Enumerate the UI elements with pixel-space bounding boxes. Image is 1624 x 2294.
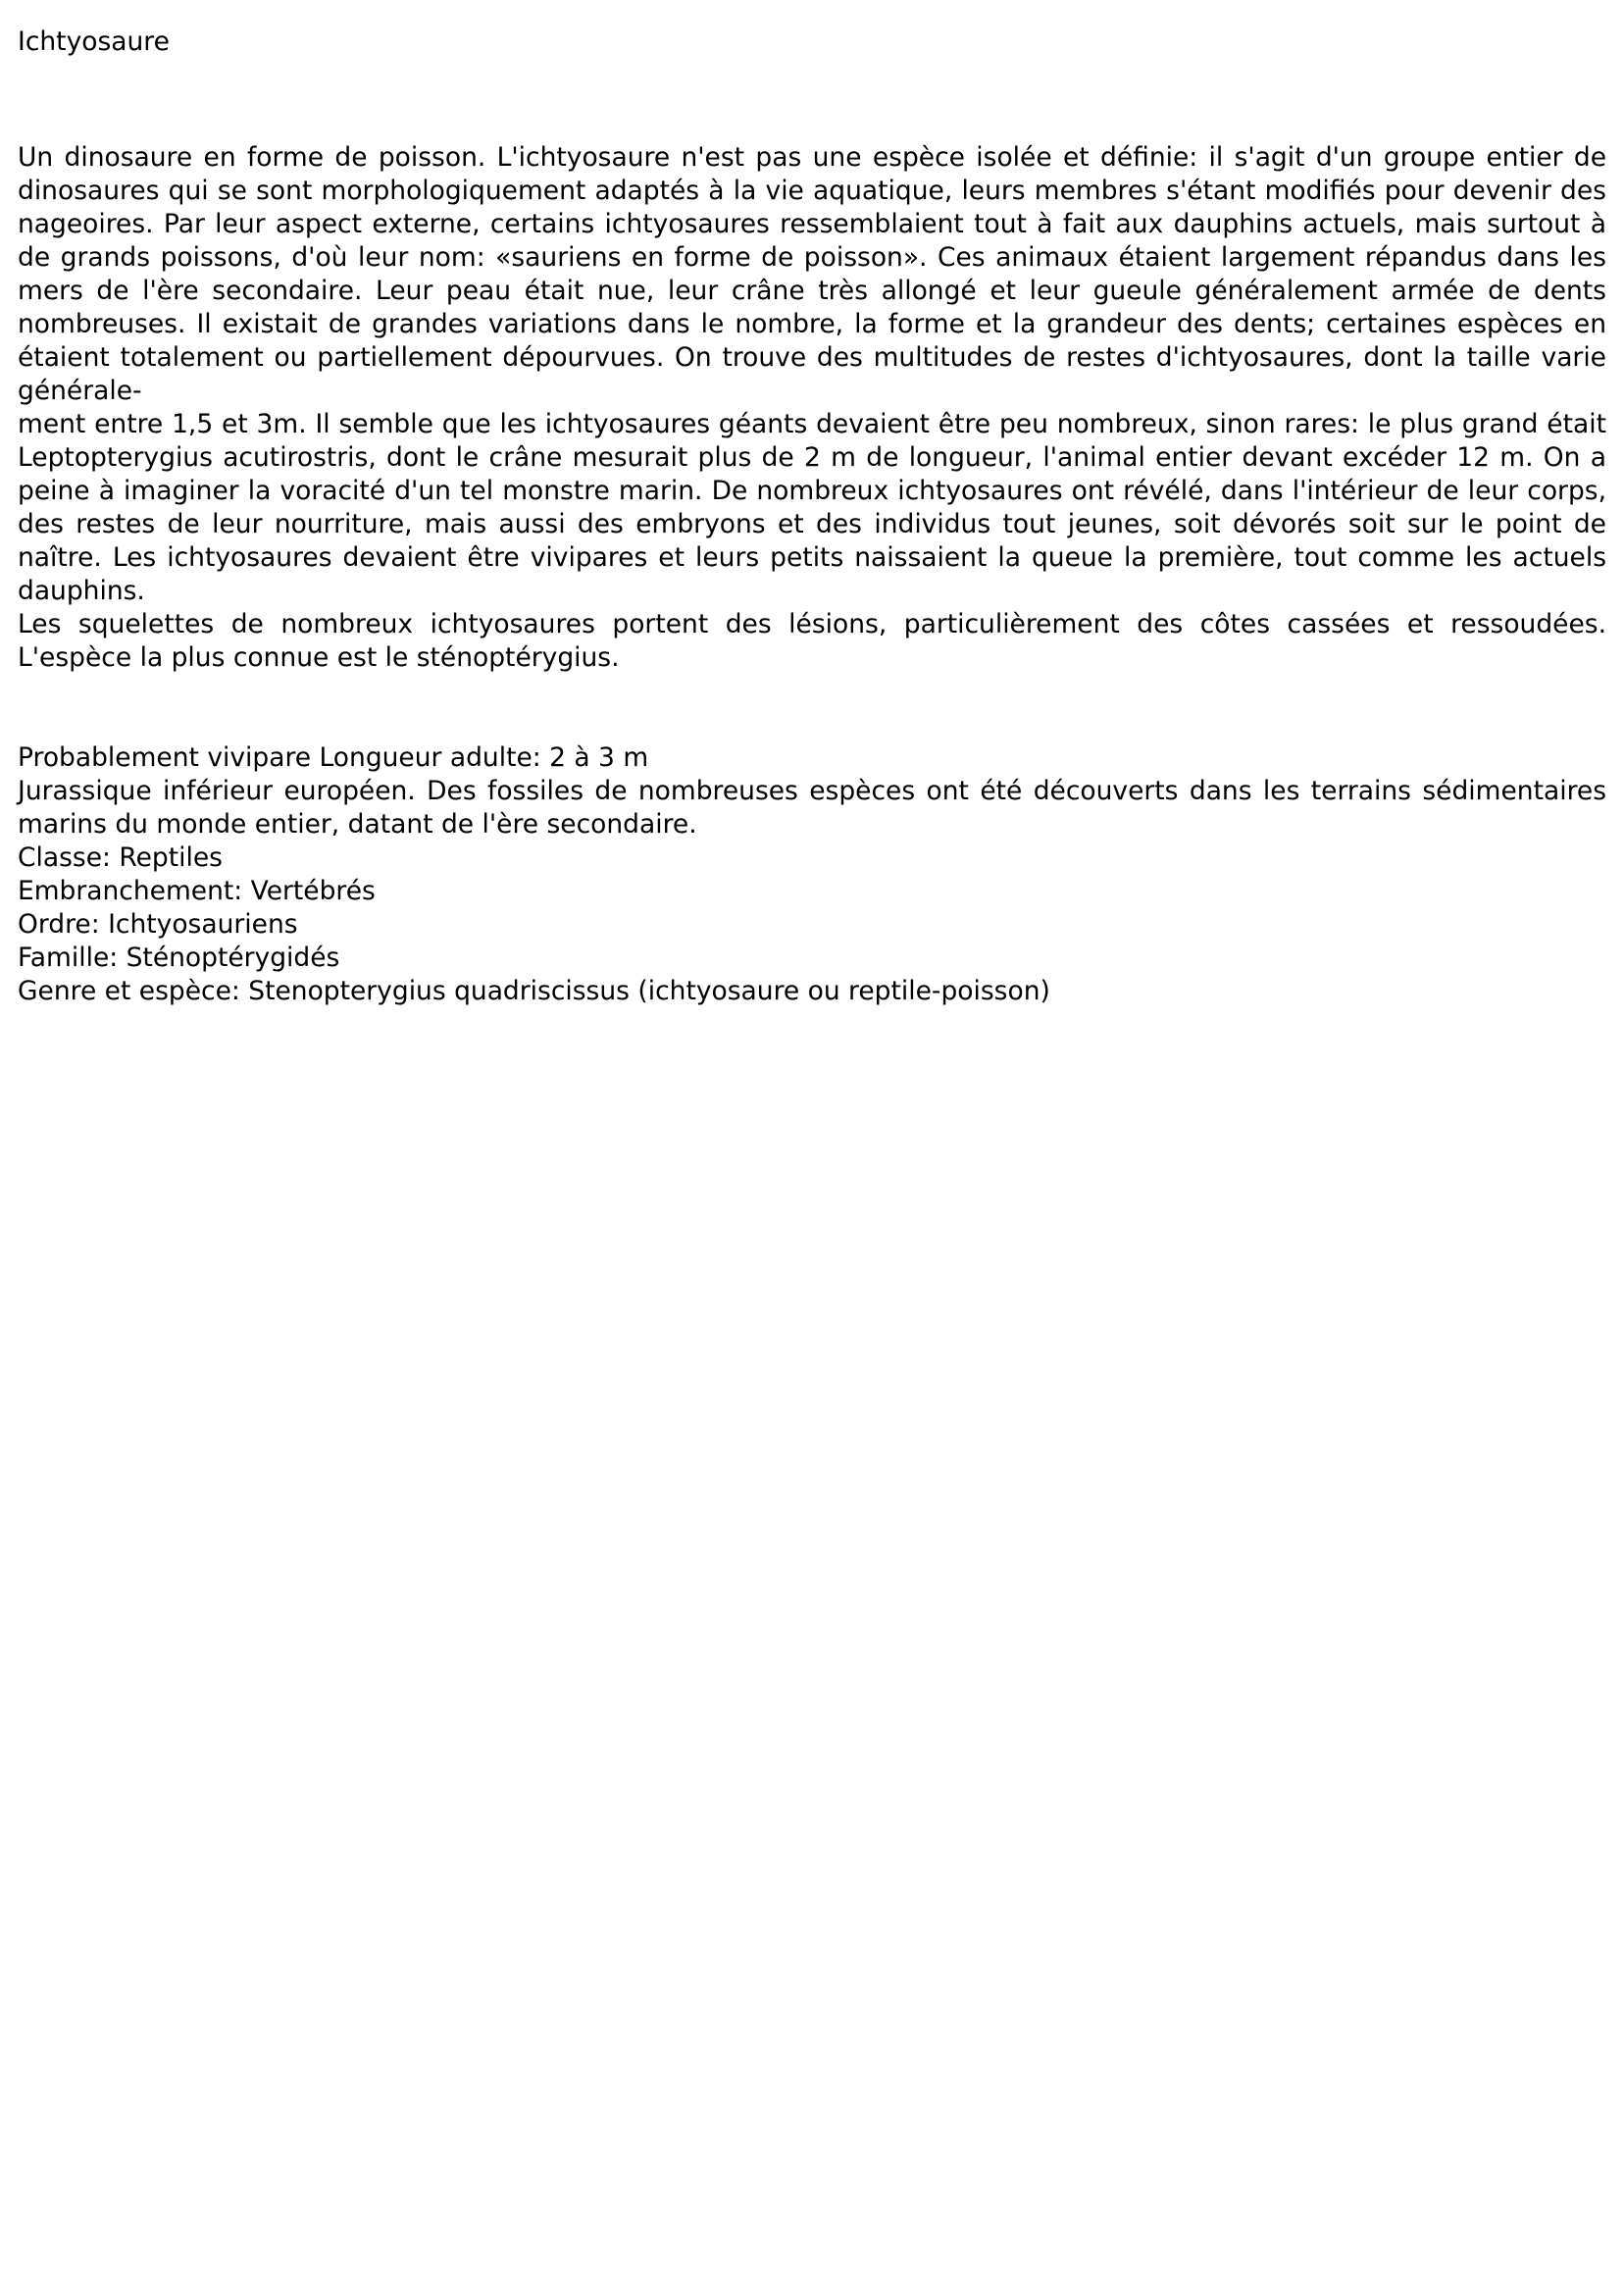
fact-genre-espece: Genre et espèce: Stenopterygius quadriscissus (ichtyosaure ou reptile-poisson) — [18, 976, 1050, 1006]
document-page — [18, 25, 1606, 1008]
body-paragraph-1: Un dinosaure en forme de poisson. L'ichtyosaure n'est pas une espèce isolée et définie: il s'agit d'un groupe entier de dinosaures qui se sont morphologiquement adaptés à la vie aquatique, leurs membres s'étant modifiés pour devenir des nageoires. Par leur aspect externe, certains ichtyosaures ressemblaient tout à fait aux dauphins actuels, mais surtout à de grands poissons, d'où leur nom: «sauriens en forme de poisson». Ces animaux étaient largement répandus dans les mers de l'ère secondaire. Leur peau était nue, leur crâne très allongé et leur gueule généralement armée de dents nombreuses. Il existait de grandes variations dans le nombre, la forme et la grandeur des dents; certaines espèces en étaient totalement ou partiellement dépourvues. On trouve des multitudes de restes d'ichtyosaures, dont la taille varie générale- — [18, 142, 1606, 406]
spacer — [18, 59, 1606, 141]
fact-distribution: Jurassique inférieur européen. Des fossiles de nombreuses espèces ont été découverts dans les terrains sédimentaires marins du monde entier, datant de l'ère secondaire. — [18, 776, 1606, 840]
fact-embranchement: Embranchement: Vertébrés — [18, 876, 376, 906]
spacer — [18, 675, 1606, 741]
body-paragraph-3: Les squelettes de nombreux ichtyosaures portent des lésions, particulièrement des côtes cassées et ressoudées. L'espèce la plus connue est le sténoptérygius. — [18, 609, 1606, 673]
fact-reproduction-length: Probablement vivipare Longueur adulte: 2 à 3 m — [18, 742, 649, 773]
page-title: Ichtyosaure — [18, 26, 170, 57]
body-paragraph-2: ment entre 1,5 et 3m. Il semble que les ichtyosaures géants devaient être peu nombreux, sinon rares: le plus grand était Leptopterygius acutirostris, dont le crâne mesurait plus de 2 m de longueur, l'animal entier devant excéder 12 m. On a peine à imaginer la voracité d'un tel monstre marin. De nombreux ichtyosaures ont révélé, dans l'intérieur de leur corps, des restes de leur nourriture, mais aussi des embryons et des individus tout jeunes, soit dévorés soit sur le point de naître. Les ichtyosaures devaient être vivipares et leurs petits naissaient la queue la première, tout comme les actuels dauphins. — [18, 409, 1606, 606]
fact-classe: Classe: Reptiles — [18, 842, 223, 873]
fact-ordre: Ordre: Ichtyosauriens — [18, 909, 298, 940]
fact-famille: Famille: Sténoptérygidés — [18, 943, 340, 973]
